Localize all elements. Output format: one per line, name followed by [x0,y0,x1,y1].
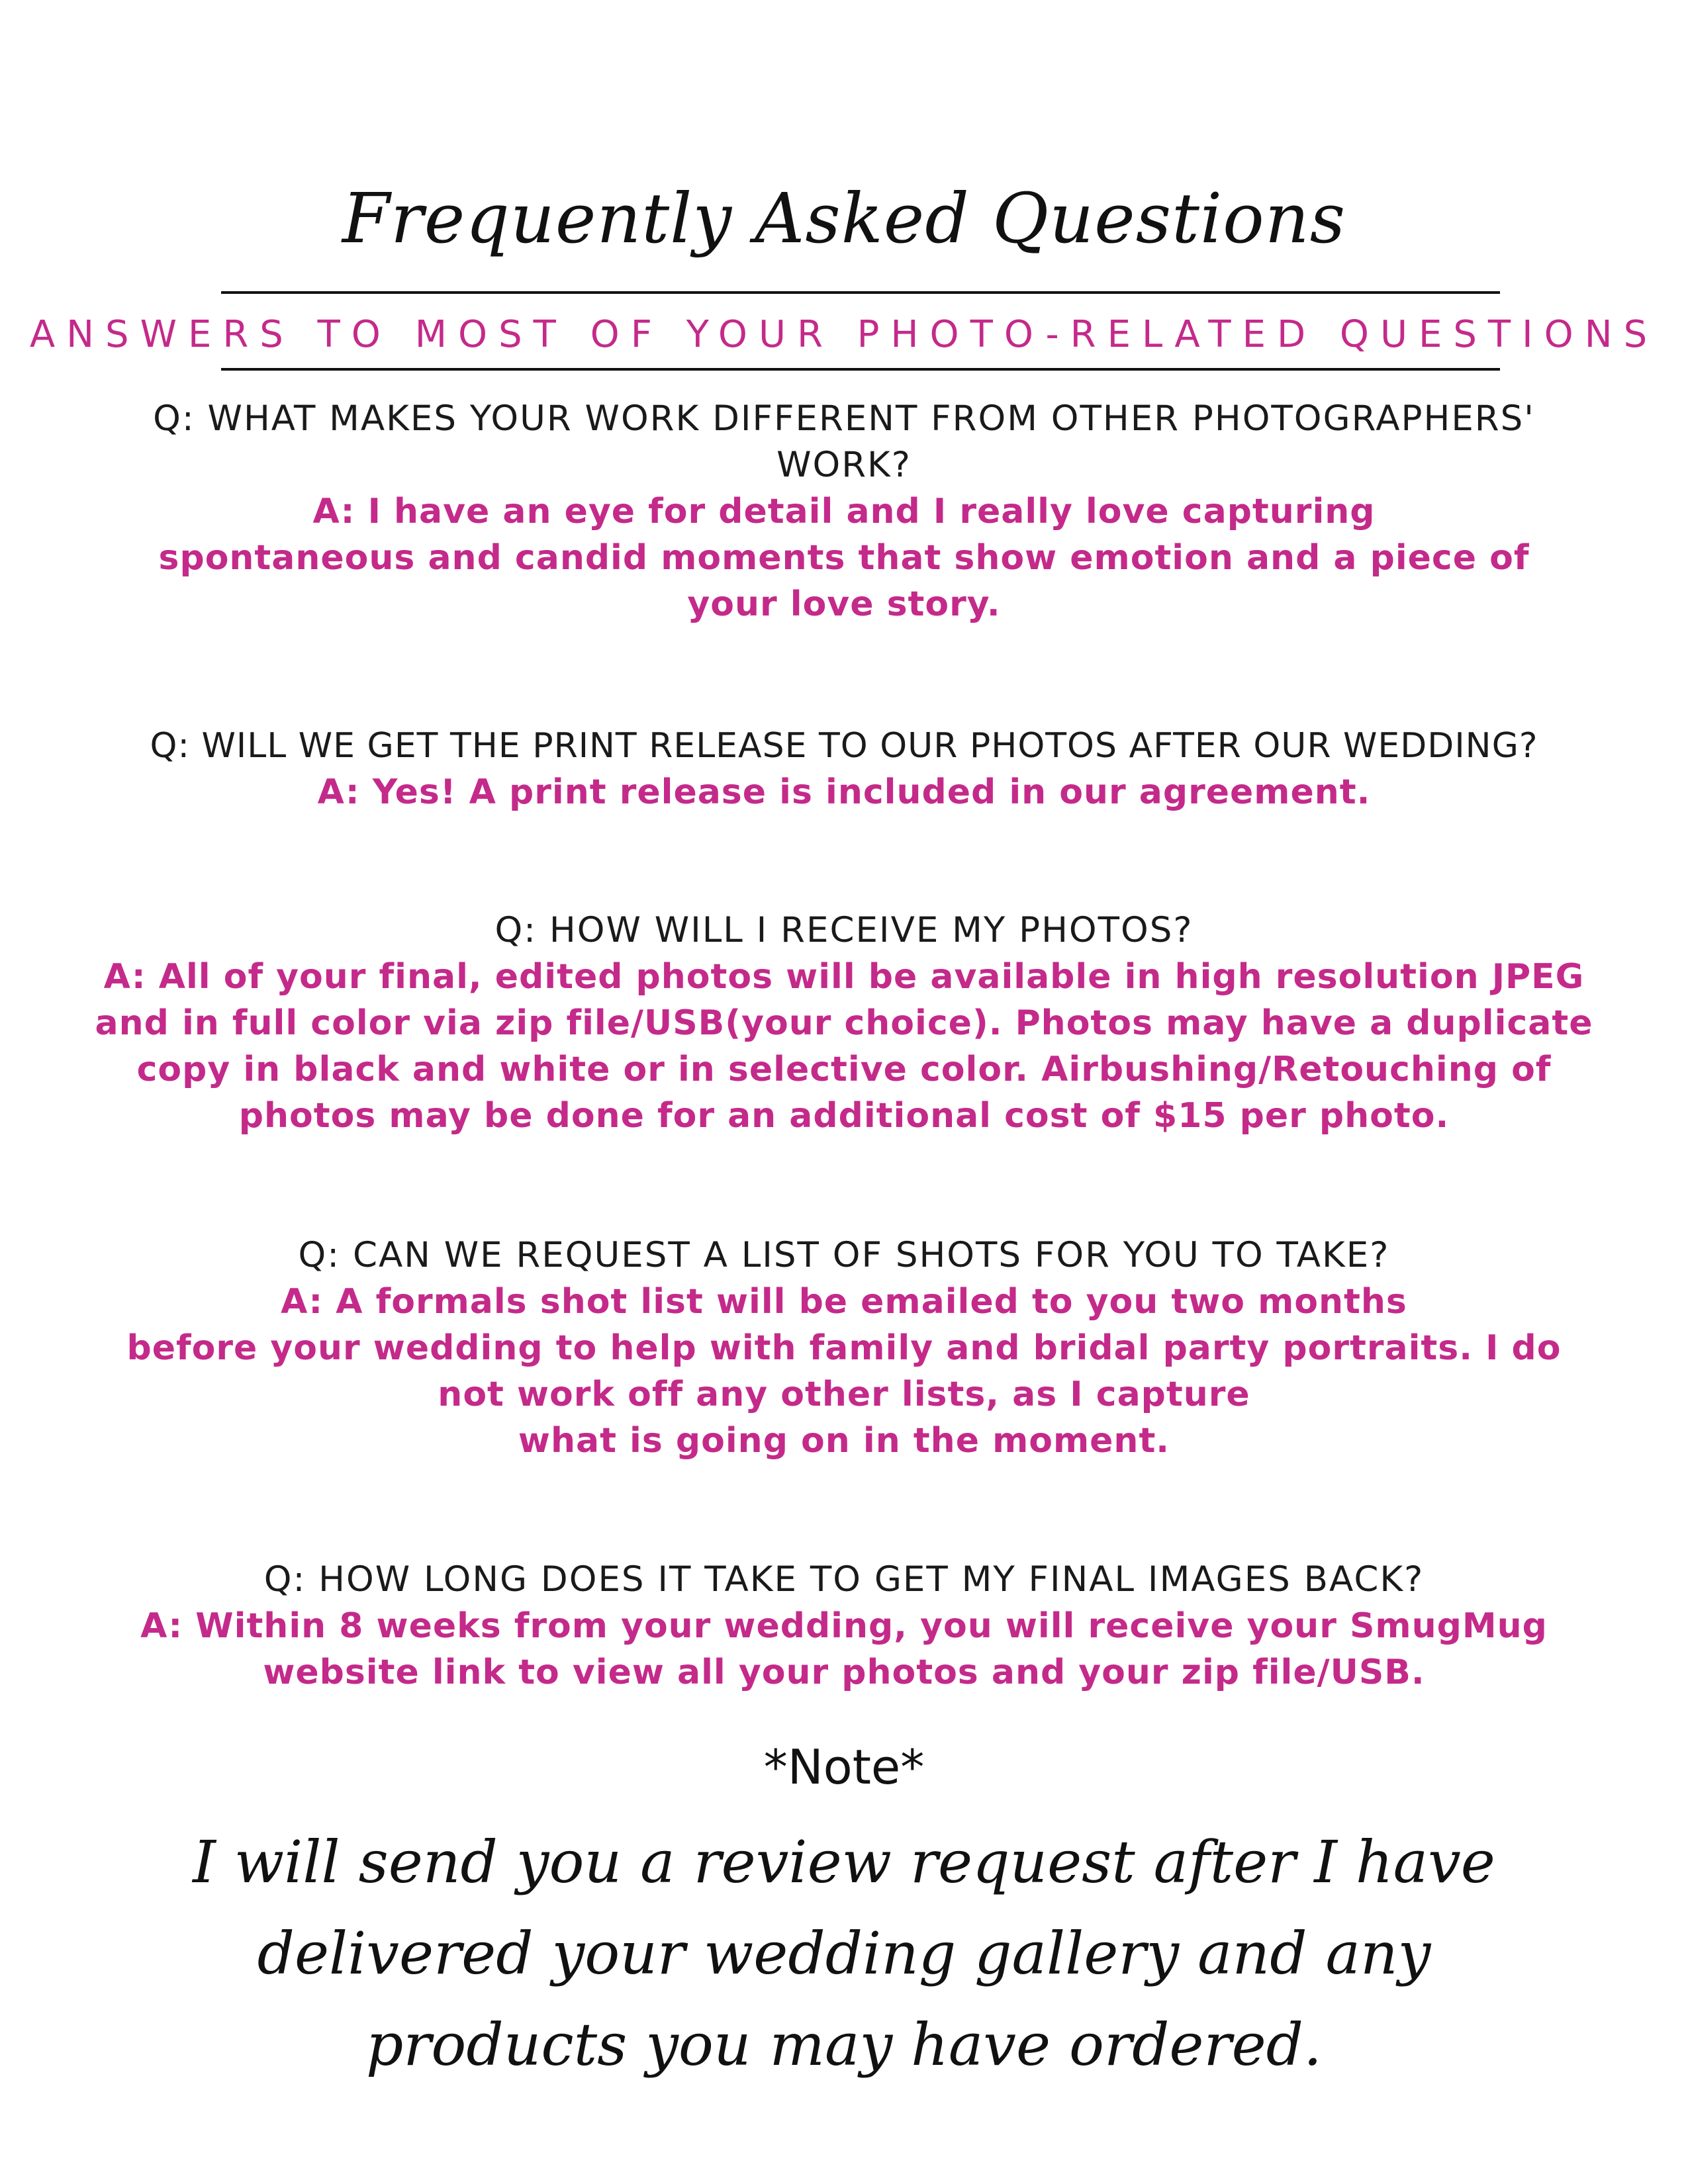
page-subtitle: ANSWERS TO MOST OF YOUR PHOTO-RELATED QUESTIONS [29,313,1659,356]
faq-item-turnaround [79,1557,1609,1696]
title-divider-top [221,291,1500,294]
faq-question: Q: HOW WILL I RECEIVE MY PHOTOS? [494,910,1194,950]
note-line: delivered your wedding gallery and any [257,1919,1431,1987]
faq-item-print-release [79,723,1609,815]
note-heading: *Note* [763,1739,925,1795]
faq-answer-line: A: Yes! A print release is included in our agreement. [317,772,1371,812]
faq-answer-line: A: All of your final, edited photos will be available in high resolution JPEG and in full color via zip file/USB(your choice). Photos may have a duplicate copy in black and white or in selective color. Airbushing/Retouching of photos may be done for an additional cost of $15 per photo. [95,957,1593,1136]
faq-answer-line: what is going on in the moment. [518,1421,1170,1461]
faq-answer [79,1279,1609,1464]
faq-answer-line: A: I have an eye for detail and I really love capturing [312,492,1376,531]
title-divider-bottom [221,368,1500,371]
faq-answer-line: before your wedding to help with family and bridal party portraits. I do not work off any other lists, as I capture [126,1328,1562,1414]
faq-answer [79,1603,1609,1696]
faq-item-receive-photos [79,907,1609,1139]
faq-question: Q: CAN WE REQUEST A LIST OF SHOTS FOR YOU TO TAKE? [298,1235,1390,1275]
faq-answer [79,954,1609,1139]
note-line: I will send you a review request after I have [193,1828,1495,1896]
faq-question: Q: HOW LONG DOES IT TAKE TO GET MY FINAL IMAGES BACK? [263,1559,1425,1600]
faq-question: Q: WHAT MAKES YOUR WORK DIFFERENT FROM OTHER PHOTOGRAPHERS' WORK? [153,398,1535,485]
faq-answer-line: A: A formals shot list will be emailed to you two months [281,1282,1407,1322]
faq-answer [79,488,1609,627]
note-body [132,1817,1556,2091]
faq-question: Q: WILL WE GET THE PRINT RELEASE TO OUR PHOTOS AFTER OUR WEDDING? [150,726,1538,766]
faq-item-shot-list [79,1232,1609,1464]
faq-answer-line: A: Within 8 weeks from your wedding, you will receive your SmugMug website link to view all your photos and your zip file/USB. [140,1606,1548,1692]
note-line: products you may have ordered. [366,2011,1322,2079]
faq-answer-line: spontaneous and candid moments that show emotion and a piece of your love story. [158,538,1530,624]
page-title: Frequently Asked Questions [342,178,1346,259]
faq-item-work-different [79,396,1609,627]
faq-answer [79,769,1609,815]
